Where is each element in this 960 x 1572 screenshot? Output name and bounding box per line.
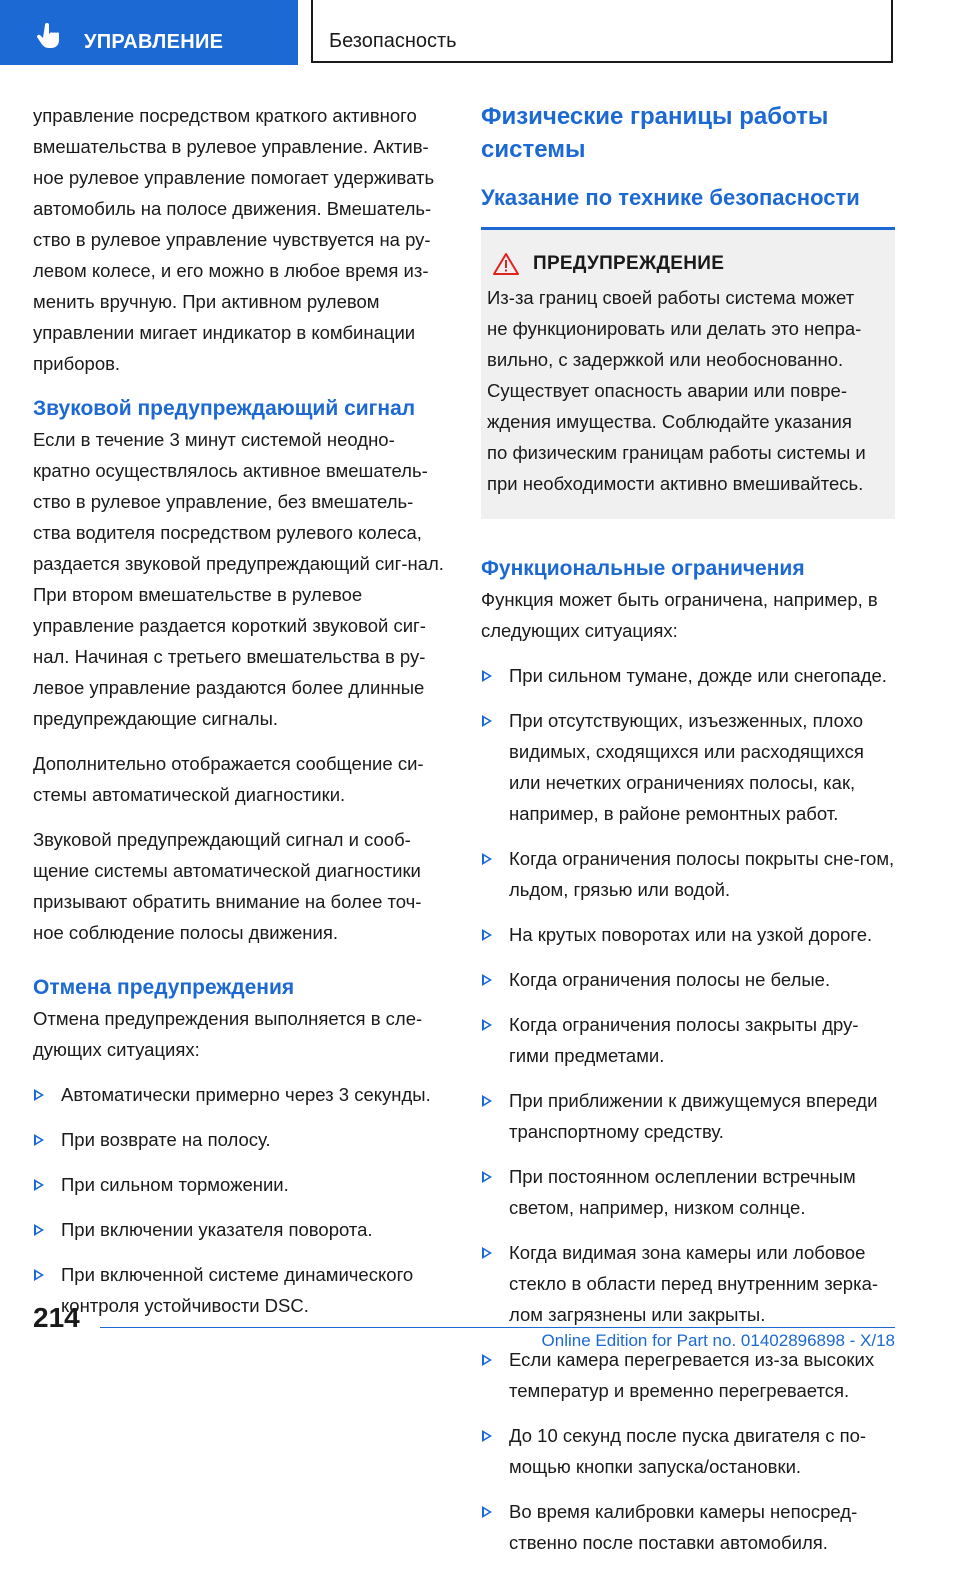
list-item: Когда ограничения полосы закрыты дру-гими предметами. <box>481 1009 895 1071</box>
list-item: При сильном торможении. <box>33 1169 448 1200</box>
left-column <box>33 100 448 1335</box>
bullet-triangle-icon <box>34 1134 44 1146</box>
sound-paragraph-2: Дополнительно отображается сообщение си-стемы автоматической диагностики. <box>33 753 424 805</box>
bullet-triangle-icon <box>482 929 492 941</box>
bullet-triangle-icon <box>482 1354 492 1366</box>
bullet-triangle-icon <box>34 1089 44 1101</box>
page-number: 214 <box>33 1302 80 1333</box>
bullet-triangle-icon <box>482 1247 492 1259</box>
list-item: При возврате на полосу. <box>33 1124 448 1155</box>
right-column <box>481 100 895 1572</box>
bullet-triangle-icon <box>34 1224 44 1236</box>
list-item: При сильном тумане, дожде или снегопаде. <box>481 660 895 691</box>
func-list <box>481 660 895 1558</box>
list-item: При приближении к движущемуся впереди транспортному средству. <box>481 1085 895 1147</box>
list-item: Когда ограничения полосы покрыты сне-гом, льдом, грязью или водой. <box>481 843 895 905</box>
section-label: Безопасность <box>329 30 457 52</box>
func-intro: Функция может быть ограничена, например, в следующих ситуациях: <box>481 589 878 641</box>
footer-divider <box>100 1327 895 1328</box>
list-item: До 10 секунд после пуска двигателя с по-мощью кнопки запуска/остановки. <box>481 1420 895 1482</box>
cancel-intro: Отмена предупреждения выполняется в сле-дующих ситуациях: <box>33 1008 423 1060</box>
list-item: Когда видимая зона камеры или лобовое стекло в области перед внутренним зерка-лом загрязнены или закрыты. <box>481 1237 895 1330</box>
list-item: Если камера перегревается из-за высоких температур и временно перегревается. <box>481 1344 895 1406</box>
intro-paragraph: управление посредством краткого активного вмешательства в рулевое управление. Актив-ное рулевое управление помогает удерживать автомобиль на полосе движения. Вмешатель-ство в рулевое управление чувствуется на ру-левом колесе, и его можно в любое время из-менить вручную. При активном рулевом управлении мигает индикатор в комбинации приборов. <box>33 105 435 374</box>
warning-title <box>487 252 873 276</box>
list-item: При включенной системе динамического контроля устойчивости DSC. <box>33 1259 448 1321</box>
footer-edition-text: Online Edition for Part no. 01402896898 - X/18 <box>541 1331 895 1350</box>
chapter-label: УПРАВЛЕНИЕ <box>84 31 224 53</box>
warning-box <box>481 227 895 519</box>
safety-heading: Указание по технике безопасности <box>481 185 860 210</box>
bullet-triangle-icon <box>482 1171 492 1183</box>
section-header <box>311 0 893 63</box>
bullet-triangle-icon <box>34 1179 44 1191</box>
chapter-tab[interactable] <box>0 0 298 65</box>
cancel-list <box>33 1079 448 1321</box>
limits-heading: Физические границы работы системы <box>481 103 829 163</box>
bullet-triangle-icon <box>482 715 492 727</box>
warning-text: Из-за границ своей работы система может не функционировать или делать это непра-вильно, с задержкой или необоснованно. Существует опасность аварии или повре-ждения имущества. Соблюдайте указания по физическим границам работы системы и при необходимости активно вмешивайтесь. <box>487 287 866 494</box>
bullet-triangle-icon <box>482 1430 492 1442</box>
list-item: Автоматически примерно через 3 секунды. <box>33 1079 448 1110</box>
list-item: Во время калибровки камеры непосред-ственно после поставки автомобиля. <box>481 1496 895 1558</box>
bullet-triangle-icon <box>482 1506 492 1518</box>
warning-triangle-icon <box>493 252 519 276</box>
bullet-triangle-icon <box>34 1269 44 1281</box>
sound-paragraph-1: Если в течение 3 минут системой неодно-кратно осуществлялось активное вмешатель-ство в рулевое управление, без вмешатель-ства водителя посредством рулевого колеса, раздается звуковой предупреждающий сиг-нал. При втором вмешательстве в рулевое управление раздается короткий звуковой сиг-нал. Начиная с третьего вмешательства в ру-левое управление раздаются более длинные предупреждающие сигналы. <box>33 429 444 729</box>
list-item: При включении указателя поворота. <box>33 1214 448 1245</box>
hand-pointer-icon <box>36 22 64 50</box>
sound-heading: Звуковой предупреждающий сигнал <box>33 397 416 420</box>
list-item: При постоянном ослеплении встречным светом, например, низком солнце. <box>481 1161 895 1223</box>
cancel-heading: Отмена предупреждения <box>33 976 295 999</box>
bullet-triangle-icon <box>482 853 492 865</box>
warning-label: ПРЕДУПРЕЖДЕНИЕ <box>533 253 725 274</box>
list-item: На крутых поворотах или на узкой дороге. <box>481 919 895 950</box>
bullet-triangle-icon <box>482 1095 492 1107</box>
bullet-triangle-icon <box>482 1019 492 1031</box>
sound-paragraph-3: Звуковой предупреждающий сигнал и сооб-щение системы автоматической диагностики призывают обратить внимание на более точ-ное соблюдение полосы движения. <box>33 829 422 943</box>
func-heading: Функциональные ограничения <box>481 557 805 580</box>
bullet-triangle-icon <box>482 670 492 682</box>
list-item: Когда ограничения полосы не белые. <box>481 964 895 995</box>
list-item: При отсутствующих, изъезженных, плохо видимых, сходящихся или расходящихся или нечетких ограничениях полосы, как, например, в районе ремонтных работ. <box>481 705 895 829</box>
bullet-triangle-icon <box>482 974 492 986</box>
